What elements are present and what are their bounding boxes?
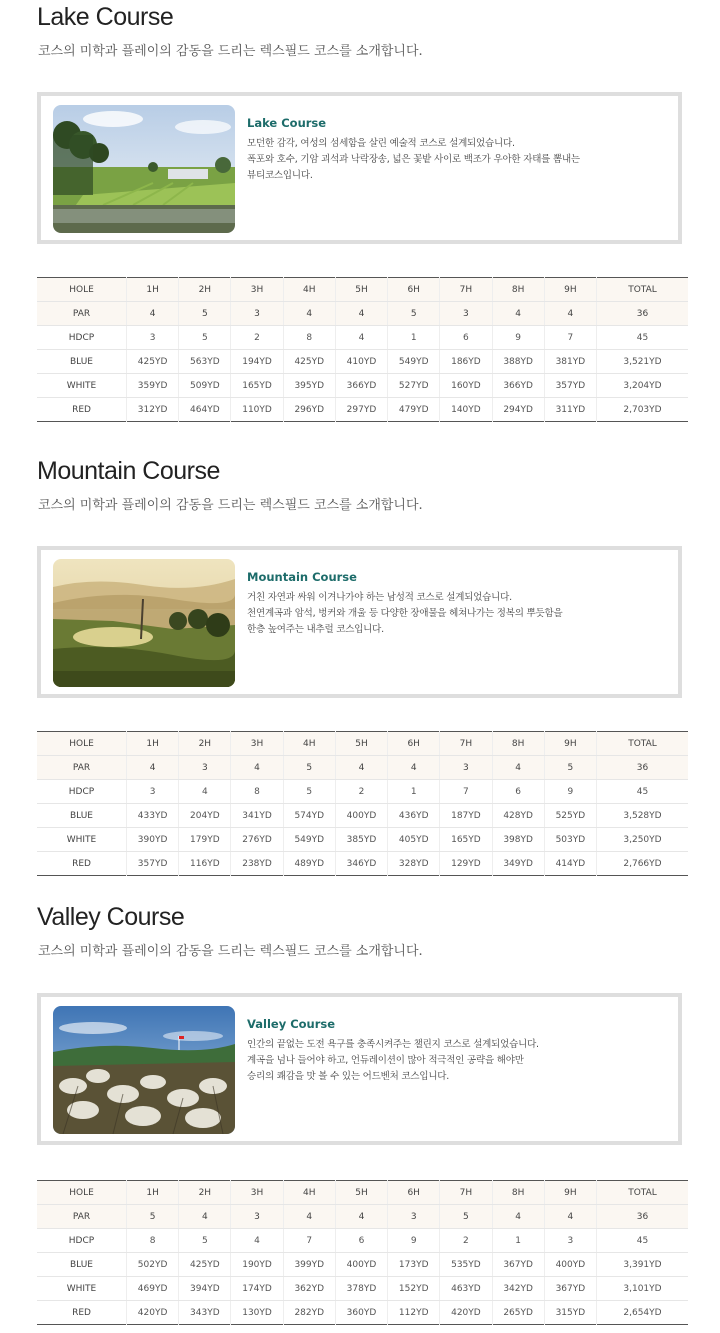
table-row: [37, 1205, 688, 1229]
course-title: Valley Course: [37, 903, 185, 931]
row-label-cell: RED: [72, 404, 91, 415]
row-label-cell: HDCP: [37, 780, 127, 804]
table-row: [37, 350, 688, 374]
table-cell: 36: [597, 756, 689, 780]
row-label-cell: BLUE: [37, 350, 127, 374]
row-label-cell: BLUE: [37, 1253, 127, 1277]
table-cell: 357YD: [127, 852, 179, 876]
table-header-cell: 1H: [127, 732, 179, 756]
table-cell: 3: [440, 756, 492, 780]
table-header-cell: 5H: [335, 1181, 387, 1205]
table-cell: 3: [127, 780, 179, 804]
table-cell: 3: [544, 1229, 596, 1253]
table-cell: 1: [492, 1229, 544, 1253]
table-cell: 116YD: [179, 852, 231, 876]
table-cell: 5: [179, 1229, 231, 1253]
course-title: Lake Course: [37, 3, 174, 31]
table-cell: 9: [544, 780, 596, 804]
table-cell: 4: [335, 326, 387, 350]
table-cell: 385YD: [335, 828, 387, 852]
table-cell: 190YD: [231, 1253, 283, 1277]
table-header-cell: 1H: [127, 1181, 179, 1205]
table-cell: 3,521YD: [597, 350, 689, 374]
table-cell: 489YD: [283, 852, 335, 876]
table-cell: 525YD: [544, 804, 596, 828]
info-title: Lake Course: [247, 116, 327, 130]
table-header-cell: 3H: [231, 1181, 283, 1205]
table-cell: 463YD: [440, 1277, 492, 1301]
table-cell: 420YD: [440, 1301, 492, 1325]
scorecard-table: [37, 731, 688, 876]
mountain-course-photo: [53, 559, 235, 687]
table-cell: 152YD: [388, 1277, 440, 1301]
table-header-cell: 9H: [544, 278, 596, 302]
table-cell: 297YD: [335, 398, 387, 422]
table-cell: 36: [597, 302, 689, 326]
table-cell: 6: [440, 326, 492, 350]
info-line: 거친 자연과 싸워 이겨나가야 하는 남성적 코스로 설계되었습니다.: [247, 592, 512, 603]
table-cell: 1: [388, 780, 440, 804]
info-line: 천연계곡과 암석, 벙커와 개울 등 다양한 장애물을 헤쳐나가는 정복의 뿌듯함을: [247, 608, 563, 619]
table-cell: 2: [440, 1229, 492, 1253]
table-cell: 425YD: [127, 350, 179, 374]
table-cell: 479YD: [388, 398, 440, 422]
table-header-cell: 6H: [388, 732, 440, 756]
table-cell: 4: [544, 1205, 596, 1229]
table-cell: 165YD: [440, 828, 492, 852]
table-cell: 45: [597, 1229, 689, 1253]
table-cell: 563YD: [179, 350, 231, 374]
table-cell: 4: [283, 302, 335, 326]
row-label-cell: WHITE: [37, 374, 127, 398]
table-cell: 4: [544, 302, 596, 326]
table-cell: 5: [388, 302, 440, 326]
table-cell: 4: [335, 302, 387, 326]
table-cell: 5: [127, 1205, 179, 1229]
table-cell: 390YD: [127, 828, 179, 852]
table-cell: 549YD: [283, 828, 335, 852]
table-cell: 394YD: [179, 1277, 231, 1301]
info-line: 계곡을 넘나 들어야 하고, 언듀레이션이 많아 적극적인 공략을 해야만: [247, 1055, 524, 1066]
table-cell: 2: [335, 780, 387, 804]
table-cell: 2,766YD: [597, 852, 689, 876]
table-cell: 4: [231, 756, 283, 780]
table-cell: 3: [231, 302, 283, 326]
table-cell: 346YD: [335, 852, 387, 876]
table-cell: 400YD: [335, 1253, 387, 1277]
table-cell: 45: [597, 780, 689, 804]
table-header-cell: HOLE: [37, 1181, 127, 1205]
row-label-cell: RED: [72, 1307, 91, 1318]
table-header-cell: 5H: [335, 278, 387, 302]
table-cell: 4: [492, 756, 544, 780]
table-header-cell: 8H: [492, 732, 544, 756]
table-header-cell: 7H: [440, 1181, 492, 1205]
table-cell: 9: [492, 326, 544, 350]
table-cell: 357YD: [544, 374, 596, 398]
table-cell: 410YD: [335, 350, 387, 374]
course-subtitle: 코스의 미학과 플레이의 감동을 드리는 렉스필드 코스를 소개합니다.: [38, 44, 423, 59]
table-cell: 527YD: [388, 374, 440, 398]
table-cell: 503YD: [544, 828, 596, 852]
info-title: Mountain Course: [247, 570, 357, 584]
info-line: 한층 높여주는 내추럴 코스입니다.: [247, 624, 384, 635]
lake-course-photo: [53, 105, 235, 233]
table-cell: 8: [283, 326, 335, 350]
table-row: [37, 398, 688, 422]
table-header-cell: 4H: [283, 732, 335, 756]
table-header-cell: 9H: [544, 1181, 596, 1205]
table-cell: 328YD: [388, 852, 440, 876]
row-label-cell: WHITE: [37, 1277, 127, 1301]
table-header-cell: 8H: [492, 1181, 544, 1205]
table-cell: 3,101YD: [597, 1277, 689, 1301]
table-cell: 4: [335, 1205, 387, 1229]
table-cell: 4: [388, 756, 440, 780]
table-cell: 5: [179, 326, 231, 350]
table-cell: 3: [179, 756, 231, 780]
table-cell: 436YD: [388, 804, 440, 828]
table-cell: 4: [127, 302, 179, 326]
table-cell: 381YD: [544, 350, 596, 374]
table-header-cell: 2H: [179, 1181, 231, 1205]
table-row: [37, 326, 688, 350]
table-cell: 2,703YD: [597, 398, 689, 422]
table-cell: 341YD: [231, 804, 283, 828]
table-row: [37, 374, 688, 398]
table-row: [37, 1253, 688, 1277]
table-cell: 395YD: [283, 374, 335, 398]
table-row: [37, 1301, 688, 1325]
table-header-cell: HOLE: [37, 732, 127, 756]
table-cell: 5: [283, 780, 335, 804]
table-header-cell: 8H: [492, 278, 544, 302]
table-cell: 4: [179, 780, 231, 804]
table-cell: 4: [179, 1205, 231, 1229]
table-cell: 3: [440, 302, 492, 326]
table-row: [37, 780, 688, 804]
table-cell: 3,250YD: [597, 828, 689, 852]
table-cell: 398YD: [492, 828, 544, 852]
table-header-cell: 4H: [283, 1181, 335, 1205]
table-cell: 366YD: [492, 374, 544, 398]
table-cell: 9: [388, 1229, 440, 1253]
table-header-row: [37, 1181, 688, 1205]
table-cell: 2,654YD: [597, 1301, 689, 1325]
table-cell: 574YD: [283, 804, 335, 828]
table-cell: 7: [283, 1229, 335, 1253]
table-header-cell: TOTAL: [597, 1181, 689, 1205]
table-cell: 502YD: [127, 1253, 179, 1277]
table-cell: 420YD: [127, 1301, 179, 1325]
table-cell: 5: [440, 1205, 492, 1229]
table-header-cell: 3H: [231, 732, 283, 756]
table-cell: 7: [544, 326, 596, 350]
course-subtitle: 코스의 미학과 플레이의 감동을 드리는 렉스필드 코스를 소개합니다.: [38, 498, 423, 513]
row-label-cell: RED: [72, 858, 91, 869]
table-header-cell: TOTAL: [597, 732, 689, 756]
table-row: [37, 1277, 688, 1301]
scorecard-table: [37, 1180, 688, 1325]
valley-course-photo: [53, 1006, 235, 1134]
table-cell: 425YD: [179, 1253, 231, 1277]
table-header-cell: 2H: [179, 278, 231, 302]
table-cell: 3: [127, 326, 179, 350]
table-cell: 4: [231, 1229, 283, 1253]
course-subtitle: 코스의 미학과 플레이의 감동을 드리는 렉스필드 코스를 소개합니다.: [38, 944, 423, 959]
table-header-row: [37, 278, 688, 302]
table-cell: 165YD: [231, 374, 283, 398]
info-title: Valley Course: [247, 1017, 336, 1031]
info-line: 모던한 감각, 여성의 섬세함을 살린 예술적 코스로 설계되었습니다.: [247, 138, 515, 149]
info-line: 승리의 쾌감을 맛 볼 수 있는 어드벤처 코스입니다.: [247, 1071, 450, 1082]
row-label-cell: PAR: [37, 756, 127, 780]
table-cell: 2: [231, 326, 283, 350]
info-line: 인간의 끝없는 도전 욕구를 충족시켜주는 챌린지 코스로 설계되었습니다.: [247, 1039, 539, 1050]
table-cell: 399YD: [283, 1253, 335, 1277]
table-row: [37, 828, 688, 852]
table-cell: 469YD: [127, 1277, 179, 1301]
table-cell: 378YD: [335, 1277, 387, 1301]
table-cell: 509YD: [179, 374, 231, 398]
table-cell: 362YD: [283, 1277, 335, 1301]
row-label-cell: PAR: [37, 302, 127, 326]
table-cell: 3,528YD: [597, 804, 689, 828]
table-cell: 425YD: [283, 350, 335, 374]
table-cell: 464YD: [179, 398, 231, 422]
table-cell: 3: [231, 1205, 283, 1229]
course-info-box: [37, 993, 682, 1145]
table-header-cell: 4H: [283, 278, 335, 302]
row-label-cell: WHITE: [37, 828, 127, 852]
table-header-cell: 6H: [388, 1181, 440, 1205]
table-header-cell: TOTAL: [597, 278, 689, 302]
table-cell: 312YD: [127, 398, 179, 422]
table-cell: 204YD: [179, 804, 231, 828]
table-cell: 535YD: [440, 1253, 492, 1277]
table-cell: 187YD: [440, 804, 492, 828]
table-cell: 367YD: [544, 1277, 596, 1301]
table-cell: 549YD: [388, 350, 440, 374]
table-row: [37, 804, 688, 828]
table-cell: 405YD: [388, 828, 440, 852]
table-cell: 186YD: [440, 350, 492, 374]
info-line: 뷰티코스입니다.: [247, 170, 313, 181]
table-cell: 6: [335, 1229, 387, 1253]
scorecard-table: [37, 277, 688, 422]
table-cell: 130YD: [231, 1301, 283, 1325]
table-row: [37, 852, 688, 876]
table-cell: 110YD: [231, 398, 283, 422]
course-info-box: [37, 546, 682, 698]
table-header-cell: 7H: [440, 278, 492, 302]
table-cell: 1: [388, 326, 440, 350]
table-header-cell: 1H: [127, 278, 179, 302]
row-label-cell: HDCP: [37, 326, 127, 350]
table-cell: 296YD: [283, 398, 335, 422]
table-cell: 4: [127, 756, 179, 780]
table-cell: 140YD: [440, 398, 492, 422]
table-cell: 311YD: [544, 398, 596, 422]
table-cell: 3,391YD: [597, 1253, 689, 1277]
table-cell: 7: [440, 780, 492, 804]
table-header-cell: 6H: [388, 278, 440, 302]
table-cell: 315YD: [544, 1301, 596, 1325]
table-header-cell: 3H: [231, 278, 283, 302]
table-cell: 36: [597, 1205, 689, 1229]
table-cell: 342YD: [492, 1277, 544, 1301]
table-cell: 179YD: [179, 828, 231, 852]
table-cell: 6: [492, 780, 544, 804]
table-cell: 276YD: [231, 828, 283, 852]
course-title: Mountain Course: [37, 457, 220, 485]
table-cell: 359YD: [127, 374, 179, 398]
table-cell: 194YD: [231, 350, 283, 374]
table-cell: 4: [492, 302, 544, 326]
table-cell: 8: [231, 780, 283, 804]
table-cell: 8: [127, 1229, 179, 1253]
table-cell: 238YD: [231, 852, 283, 876]
info-line: 폭포와 호수, 기암 괴석과 낙락장송, 넓은 꽃밭 사이로 백조가 우아한 자태를 뽐내는: [247, 154, 580, 165]
table-header-row: [37, 732, 688, 756]
table-cell: 433YD: [127, 804, 179, 828]
table-cell: 45: [597, 326, 689, 350]
table-cell: 112YD: [388, 1301, 440, 1325]
table-cell: 129YD: [440, 852, 492, 876]
table-cell: 160YD: [440, 374, 492, 398]
table-cell: 400YD: [544, 1253, 596, 1277]
table-cell: 265YD: [492, 1301, 544, 1325]
table-header-cell: 7H: [440, 732, 492, 756]
table-header-cell: 2H: [179, 732, 231, 756]
table-cell: 3,204YD: [597, 374, 689, 398]
table-cell: 349YD: [492, 852, 544, 876]
table-cell: 366YD: [335, 374, 387, 398]
table-cell: 4: [335, 756, 387, 780]
table-cell: 343YD: [179, 1301, 231, 1325]
table-cell: 4: [283, 1205, 335, 1229]
table-cell: 3: [388, 1205, 440, 1229]
table-header-cell: 5H: [335, 732, 387, 756]
table-cell: 4: [492, 1205, 544, 1229]
table-cell: 5: [179, 302, 231, 326]
table-row: [37, 1229, 688, 1253]
table-cell: 294YD: [492, 398, 544, 422]
row-label-cell: PAR: [37, 1205, 127, 1229]
table-cell: 282YD: [283, 1301, 335, 1325]
table-cell: 367YD: [492, 1253, 544, 1277]
table-header-cell: 9H: [544, 732, 596, 756]
table-cell: 360YD: [335, 1301, 387, 1325]
table-row: [37, 302, 688, 326]
table-cell: 414YD: [544, 852, 596, 876]
table-cell: 400YD: [335, 804, 387, 828]
row-label-cell: BLUE: [37, 804, 127, 828]
table-cell: 174YD: [231, 1277, 283, 1301]
table-cell: 5: [544, 756, 596, 780]
table-cell: 428YD: [492, 804, 544, 828]
course-info-box: [37, 92, 682, 244]
table-cell: 173YD: [388, 1253, 440, 1277]
table-row: [37, 756, 688, 780]
row-label-cell: HDCP: [37, 1229, 127, 1253]
table-cell: 5: [283, 756, 335, 780]
table-cell: 388YD: [492, 350, 544, 374]
table-header-cell: HOLE: [37, 278, 127, 302]
